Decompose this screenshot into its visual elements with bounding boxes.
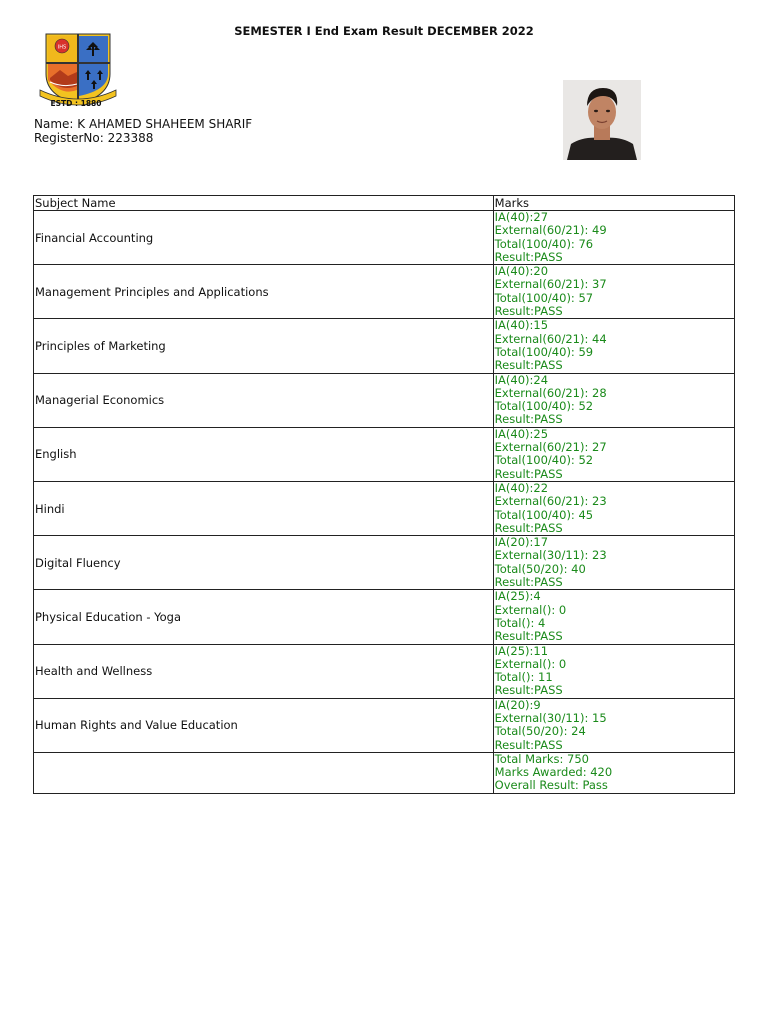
student-name: Name: K AHAMED SHAHEEM SHARIF [34,117,253,131]
marks-result: Result:PASS [494,683,563,698]
marks-result: Result:PASS [494,737,563,752]
subject-name: Hindi [34,481,494,535]
marks-awarded: Marks Awarded: 420 [494,765,613,780]
subject-name: Human Rights and Value Education [34,698,494,752]
table-row [34,481,735,535]
subject-name: Health and Wellness [34,644,494,698]
marks-header: Marks [493,196,734,211]
table-row [34,427,735,481]
svg-text:IHS: IHS [57,44,67,51]
marks-total: Total(100/40): 52 [494,399,594,414]
register-number: RegisterNo: 223388 [34,131,154,145]
subject-name: Financial Accounting [34,211,494,265]
table-row [34,319,735,373]
marks-ia: IA(25):11 [494,643,549,658]
marks-ia: IA(40):25 [494,426,549,441]
marks-total: Total(100/40): 52 [494,453,594,468]
student-info [34,117,252,145]
marks-external: External(30/11): 15 [494,710,607,725]
marks-external: External(60/21): 27 [494,440,607,455]
marks-total: Total(50/20): 40 [494,561,586,576]
marks-result: Result:PASS [494,575,563,590]
marks-ia: IA(25):4 [494,589,541,604]
marks-external: External(60/21): 37 [494,277,607,292]
subject-name: Managerial Economics [34,373,494,427]
marks-result: Result:PASS [494,249,563,264]
student-photo [563,80,641,160]
marks-external: External(): 0 [494,656,567,671]
marks-external: External(60/21): 28 [494,385,607,400]
marks-external: External(): 0 [494,602,567,617]
marks-result: Result:PASS [494,520,563,535]
subject-name: English [34,427,494,481]
table-row [34,373,735,427]
subject-name: Digital Fluency [34,536,494,590]
results-table [33,195,735,794]
table-row [34,265,735,319]
marks-total: Total(100/40): 45 [494,507,594,522]
marks-ia: IA(40):27 [494,210,549,224]
marks-total: Total(100/40): 57 [494,290,594,305]
table-header-row [34,196,735,211]
marks-cell [493,427,734,481]
marks-cell [493,536,734,590]
college-crest-logo [38,30,118,110]
subject-name-header: Subject Name [34,196,494,211]
marks-cell [493,265,734,319]
summary-empty-cell [34,752,494,793]
subject-name: Principles of Marketing [34,319,494,373]
table-row [34,211,735,265]
table-row [34,536,735,590]
marks-total: Total(100/40): 76 [494,236,594,251]
marks-cell [493,698,734,752]
marks-cell [493,211,734,265]
marks-result: Result:PASS [494,358,563,373]
marks-result: Result:PASS [494,466,563,481]
marks-total: Total(): 4 [494,615,546,630]
marks-ia: IA(40):22 [494,480,549,495]
marks-external: External(60/21): 49 [494,223,607,238]
established-year-label: ESTD : 1880 [50,99,102,108]
marks-result: Result:PASS [494,412,563,427]
marks-ia: IA(40):20 [494,264,549,279]
table-row [34,644,735,698]
table-row [34,698,735,752]
marks-cell [493,590,734,644]
marks-total: Total(50/20): 24 [494,724,586,739]
marks-external: External(30/11): 23 [494,548,607,563]
overall-result: Overall Result: Pass [494,778,608,793]
marks-result: Result:PASS [494,304,563,319]
marks-ia: IA(40):15 [494,318,549,333]
marks-external: External(60/21): 23 [494,494,607,509]
summary-cell [493,752,734,793]
table-row [34,590,735,644]
marks-cell [493,644,734,698]
marks-ia: IA(20):9 [494,697,541,712]
summary-row [34,752,735,793]
marks-external: External(60/21): 44 [494,331,607,346]
marks-cell [493,481,734,535]
marks-ia: IA(20):17 [494,535,549,550]
subject-name: Physical Education - Yoga [34,590,494,644]
total-marks: Total Marks: 750 [494,751,589,766]
page-title: SEMESTER I End Exam Result DECEMBER 2022 [234,24,534,38]
marks-total: Total(100/40): 59 [494,344,594,359]
marks-total: Total(): 11 [494,670,553,685]
marks-ia: IA(40):24 [494,372,549,387]
subject-name: Management Principles and Applications [34,265,494,319]
marks-cell [493,373,734,427]
marks-result: Result:PASS [494,629,563,644]
marks-cell [493,319,734,373]
